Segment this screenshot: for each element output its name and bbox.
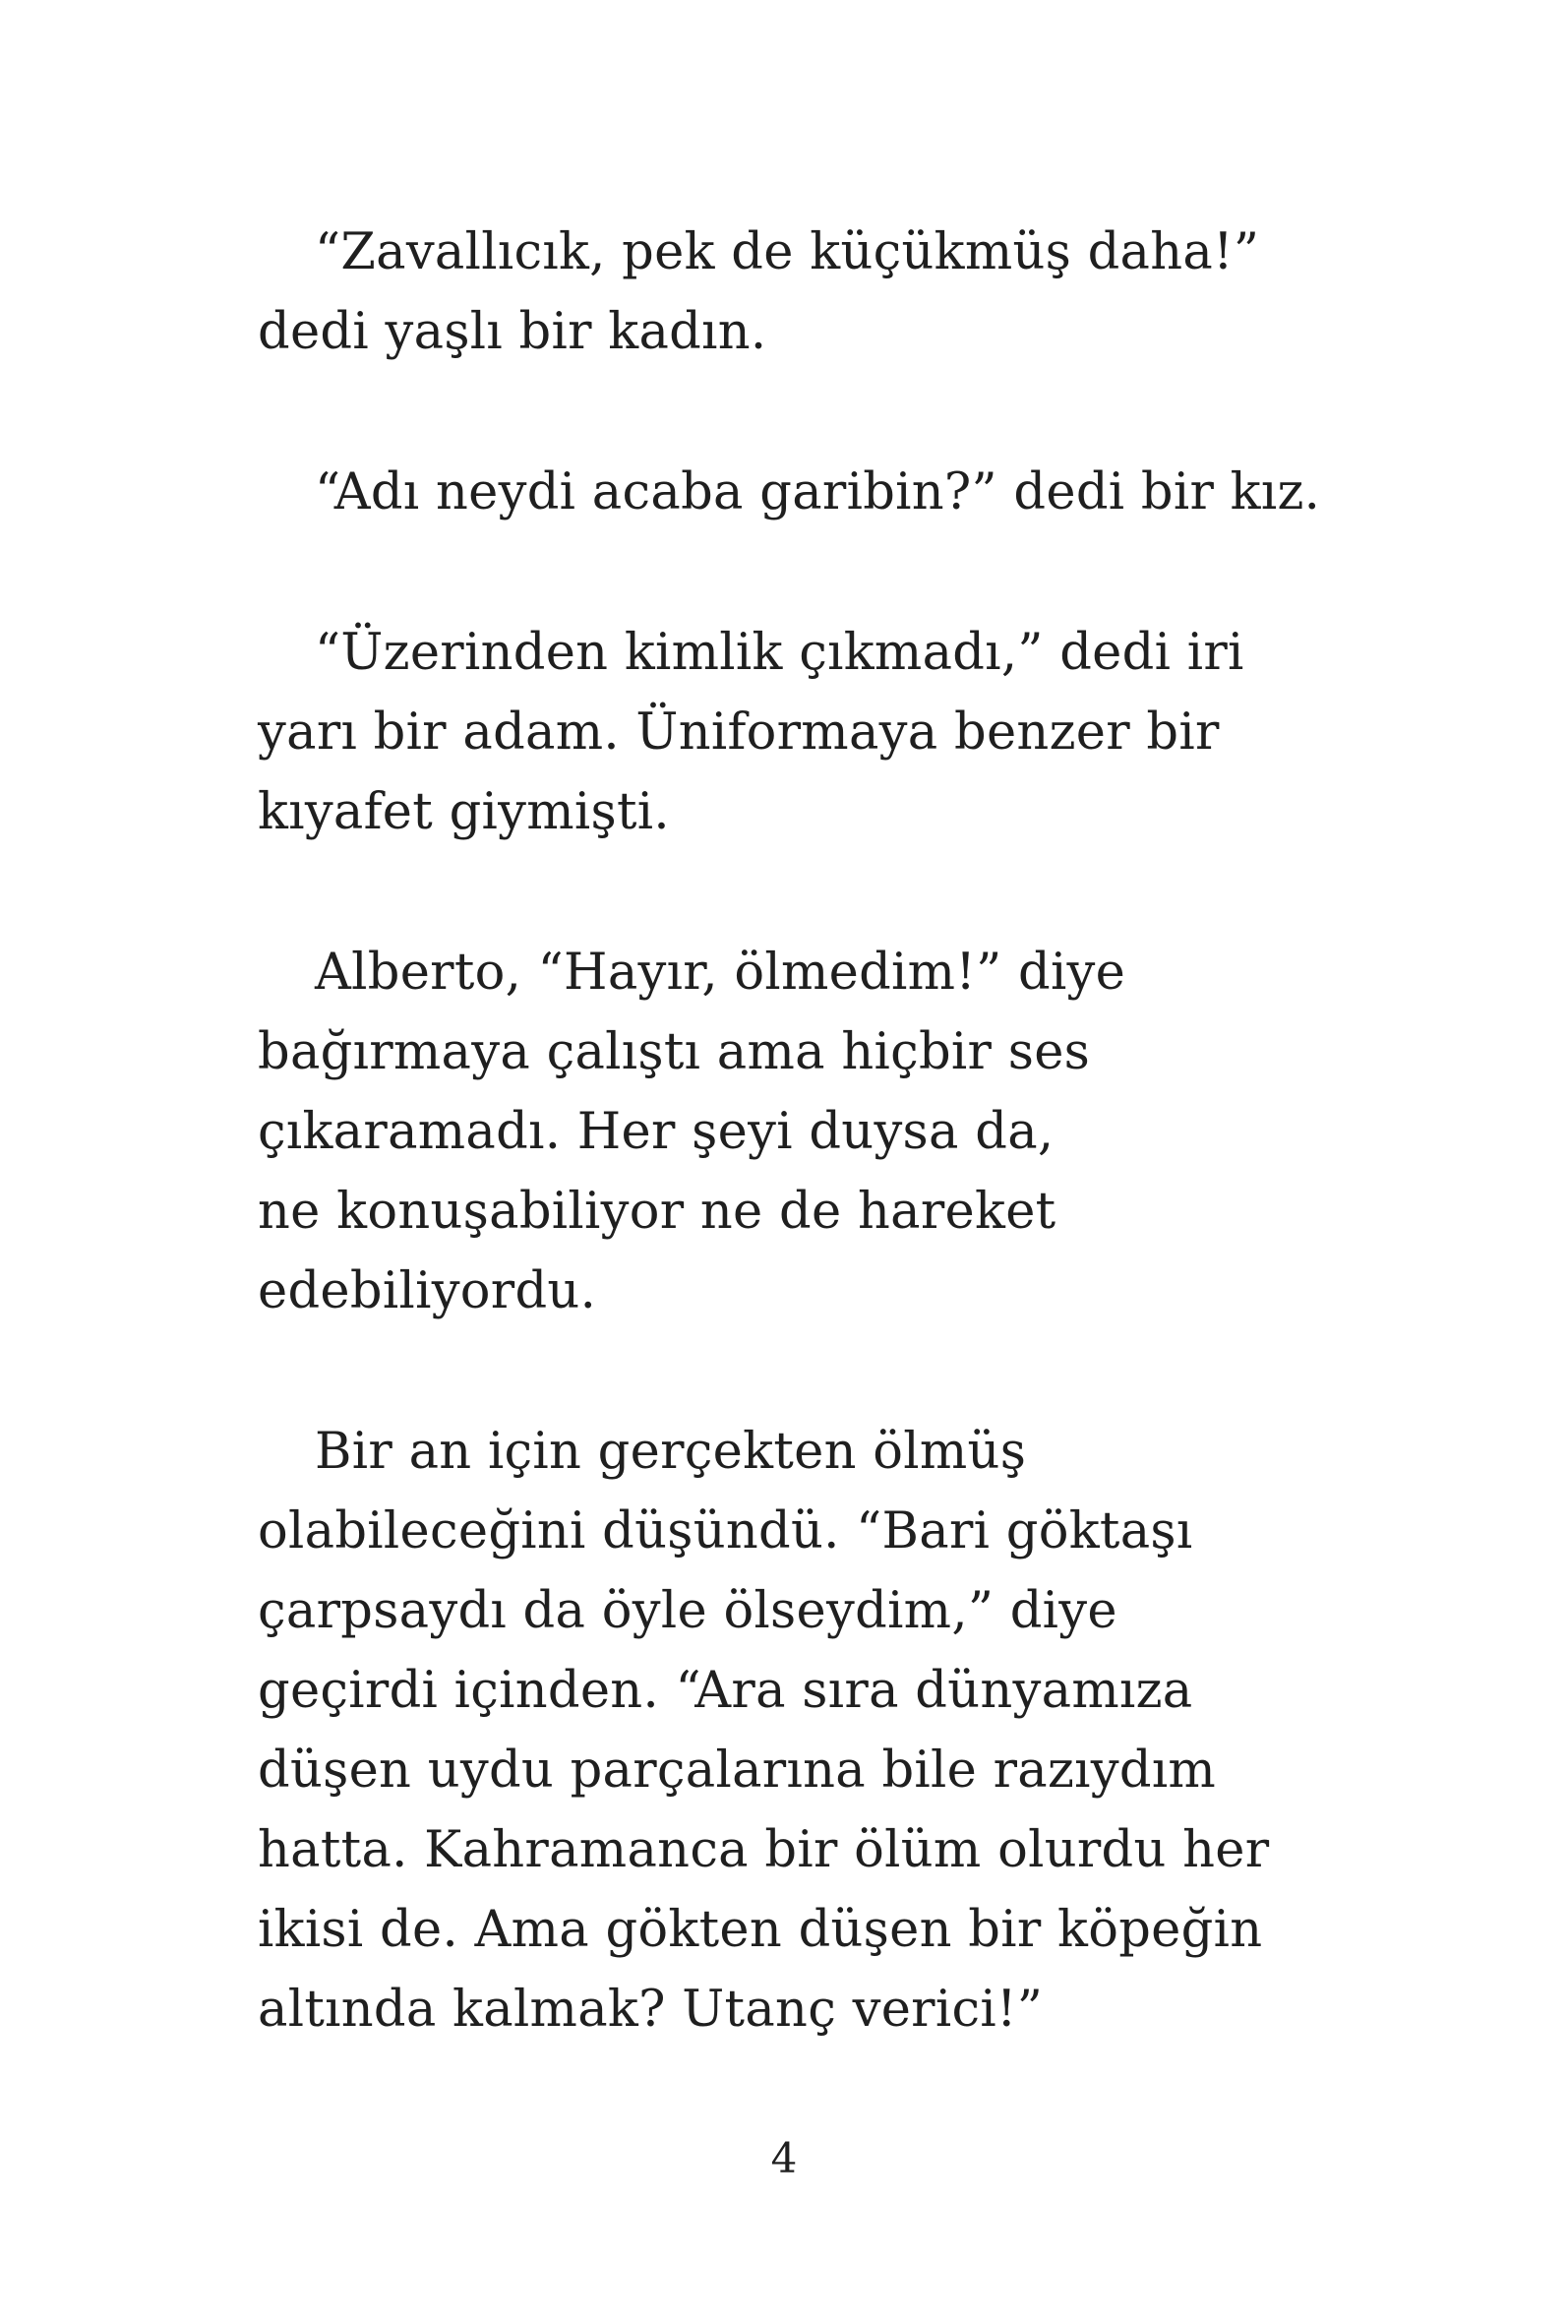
text-line: ikisi de. Ama gökten düşen bir köpeğin [258,1901,1263,1959]
text-line: ne konuşabiliyor ne de hareket [258,1183,1056,1241]
text-line: kıyafet giymişti. [258,783,670,841]
text-line: çarpsaydı da öyle ölseydim,” diye [258,1582,1117,1640]
text-line: “Adı neydi acaba garibin?” dedi bir kız. [315,463,1321,521]
text-line: hatta. Kahramanca bir ölüm olurdu her [258,1821,1270,1879]
text-line: dedi yaşlı bir kadın. [258,303,767,361]
text-line: “Üzerinden kimlik çıkmadı,” dedi iri [315,624,1244,682]
text-line: bağırmaya çalıştı ama hiçbir ses [258,1023,1091,1081]
text-line: Bir an için gerçekten ölmüş [315,1423,1027,1481]
text-line: düşen uydu parçalarına bile razıydım [258,1742,1217,1800]
text-line: geçirdi içinden. “Ara sıra dünyamıza [258,1662,1193,1720]
text-line: “Zavallıcık, pek de küçükmüş daha!” [315,223,1260,281]
paragraph-4 [258,933,1409,1331]
paragraph-5 [258,1412,1409,2049]
text-line: yarı bir adam. Üniformaya benzer bir [258,703,1220,762]
text-line: çıkaramadı. Her şeyi duysa da, [258,1103,1055,1161]
text-line: Alberto, “Hayır, ölmedim!” diye [315,944,1126,1002]
paragraph-1 [258,213,1409,372]
page-number: 4 [770,2134,798,2182]
text-line: olabileceğini düşündü. “Bari göktaşı [258,1502,1193,1560]
paragraph-2 [258,453,1409,532]
text-line: edebiliyordu. [258,1262,597,1320]
text-line: altında kalmak? Utanç verici!” [258,1981,1044,2039]
text-block [258,213,1409,2130]
paragraph-3 [258,613,1409,852]
